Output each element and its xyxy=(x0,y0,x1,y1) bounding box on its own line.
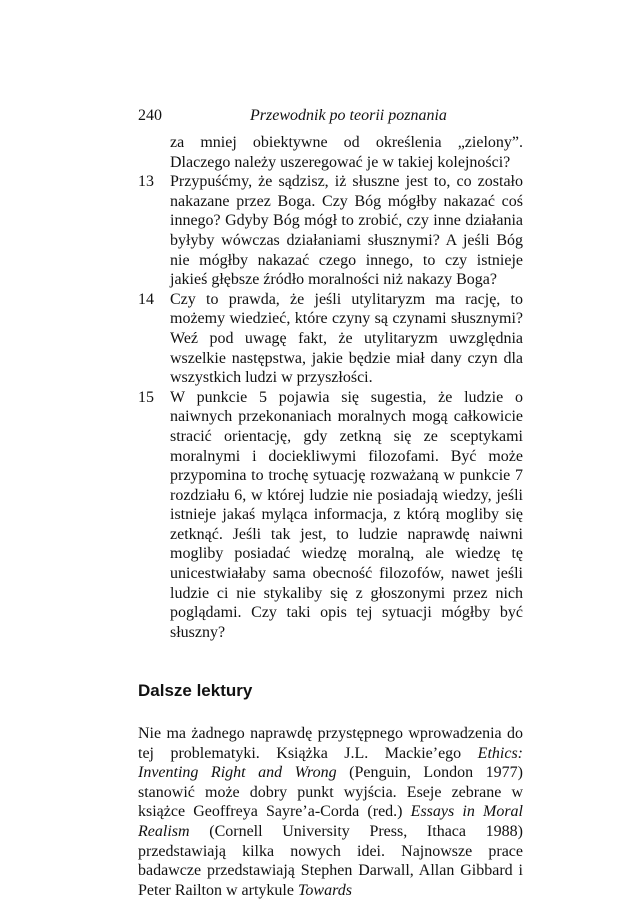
further-reading-paragraph xyxy=(138,724,523,900)
question-number: 13 xyxy=(138,173,154,191)
question-12-continuation: za mniej obiektywne od określenia „zielony”. Dlaczego należy uszeregować je w takiej kolejności? xyxy=(170,134,523,171)
page-body xyxy=(138,133,523,900)
reading-text-1: Nie ma żadnego naprawdę przystępnego wprowadzenia do tej problematyki. Książka J.L. Mackie’ego xyxy=(138,725,523,762)
question-number: 14 xyxy=(138,290,154,308)
question-text: Przypuśćmy, że sądzisz, iż słuszne jest to, co zostało nakazane przez Boga. Czy Bóg mógłby nakazać coś innego? Gdyby Bóg mógł to zrobić, czy inne działania byłyby wówczas działaniami słusznymi? A jeśli Bóg nie mógłby nakazać czego innego, to czy istnieje jakieś głębsze źródło moralności niż nakazy Boga? xyxy=(170,173,523,289)
question-14 xyxy=(138,290,523,388)
question-text: Czy to prawda, że jeśli utylitaryzm ma rację, to możemy wiedzieć, które czyny są czynami słusznymi? Weź pod uwagę fakt, że utylitaryzm uwzględnia wszelkie następstwa, jakie będzie miał dany czyn dla wszystkich ludzi w przyszłości. xyxy=(170,290,523,387)
further-reading-heading: Dalsze lektury xyxy=(138,681,253,701)
question-text: W punkcie 5 pojawia się sugestia, że ludzie o naiwnych przekonaniach moralnych mogą całkowicie stracić orientację, gdy zetkną się ze sceptykami moralnymi i dociekliwymi filozofami. Być może przypomina to trochę sytuację rozważaną w punkcie 7 rozdziału 6, w której ludzie nie posiadają wiedzy, jeśli istnieje jakaś myląca informacja, z którą mogliby się zetknąć. Jeśli tak jest, to ludzie naprawdę naiwni mogliby posiadać wiedzę moralną, ale wiedzę tę unicestwiałaby sama obecność filozofów, nawet jeśli ludzie ci nie stykaliby się z głoszonymi przez nich poglądami. Czy taki opis tej sytuacji mógłby być słuszny? xyxy=(170,388,523,641)
question-15 xyxy=(138,388,523,643)
reading-text-3: (Cornell University Press, Ithaca 1988) przedstawiają kilka nowych idei. Najnowsze prace badawcze przedstawiają Stephen Darwall, Allan Gibbard i Peter Railton w artykule xyxy=(138,823,524,899)
page-number: 240 xyxy=(138,107,162,124)
question-13 xyxy=(138,172,523,290)
question-number: 15 xyxy=(138,388,154,406)
reading-text-2: (Penguin, London 1977) stanowić może dobry punkt wyjścia. Eseje zebrane w książce Geoffreya Sayre’a-Corda (red.) xyxy=(138,764,523,821)
article-title-towards: Towards xyxy=(297,881,352,899)
running-header xyxy=(138,107,523,129)
running-title: Przewodnik po teorii poznania xyxy=(250,107,447,124)
book-title-essays: Essays in Moral Realism xyxy=(138,803,523,840)
book-title-ethics: Ethics: Inventing Right and Wrong xyxy=(138,744,523,782)
